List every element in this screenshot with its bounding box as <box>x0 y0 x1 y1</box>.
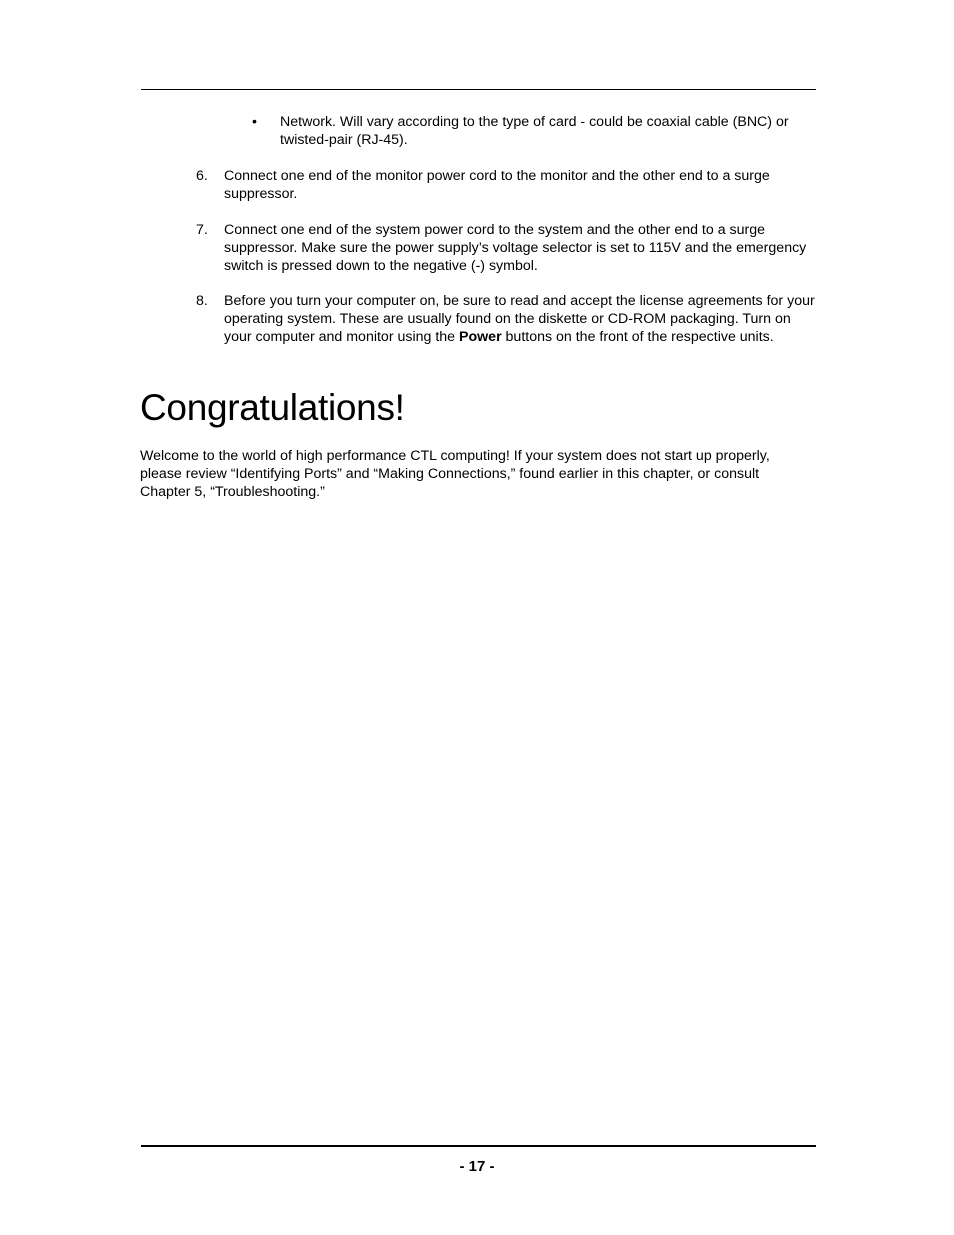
step-number: 8. <box>196 293 208 309</box>
bullet-icon: • <box>252 114 257 130</box>
step-text-before: Before you turn your computer on, be sure to read and accept the license agreements for your operating system. These are usually found on the diskette or CD-ROM packaging. Turn on your computer and monitor using the <box>224 293 815 345</box>
page-number: - 17 - <box>459 1158 495 1175</box>
step-text-after: buttons on the front of the respective units. <box>501 329 774 345</box>
step-7 <box>196 221 821 275</box>
bullet-text: Network. Will vary according to the type of card - could be coaxial cable (BNC) or twisted-pair (RJ-45). <box>280 114 789 148</box>
step-number: 6. <box>196 168 208 184</box>
step-text: Connect one end of the system power cord to the system and the other end to a surge suppressor. Make sure the power supply’s voltage selector is set to 115V and the emergency switch is pressed down to the negative (-) symbol. <box>224 222 807 274</box>
step-text <box>224 292 821 346</box>
section-heading: Congratulations! <box>140 387 405 428</box>
step-6 <box>196 167 821 203</box>
step-number: 7. <box>196 222 208 238</box>
bullet-item-network <box>252 113 812 149</box>
step-text: Connect one end of the monitor power cord to the monitor and the other end to a surge suppressor. <box>224 168 770 202</box>
header-rule <box>141 89 816 90</box>
power-label: Power <box>459 329 502 345</box>
footer-rule <box>141 1145 816 1147</box>
step-8 <box>196 292 821 346</box>
intro-paragraph: Welcome to the world of high performance CTL computing! If your system does not start up properly, please review “Identifying Ports” and “Making Connections,” found earlier in this chapter, or consult Chapter 5, “Troubleshooting.” <box>140 448 770 500</box>
